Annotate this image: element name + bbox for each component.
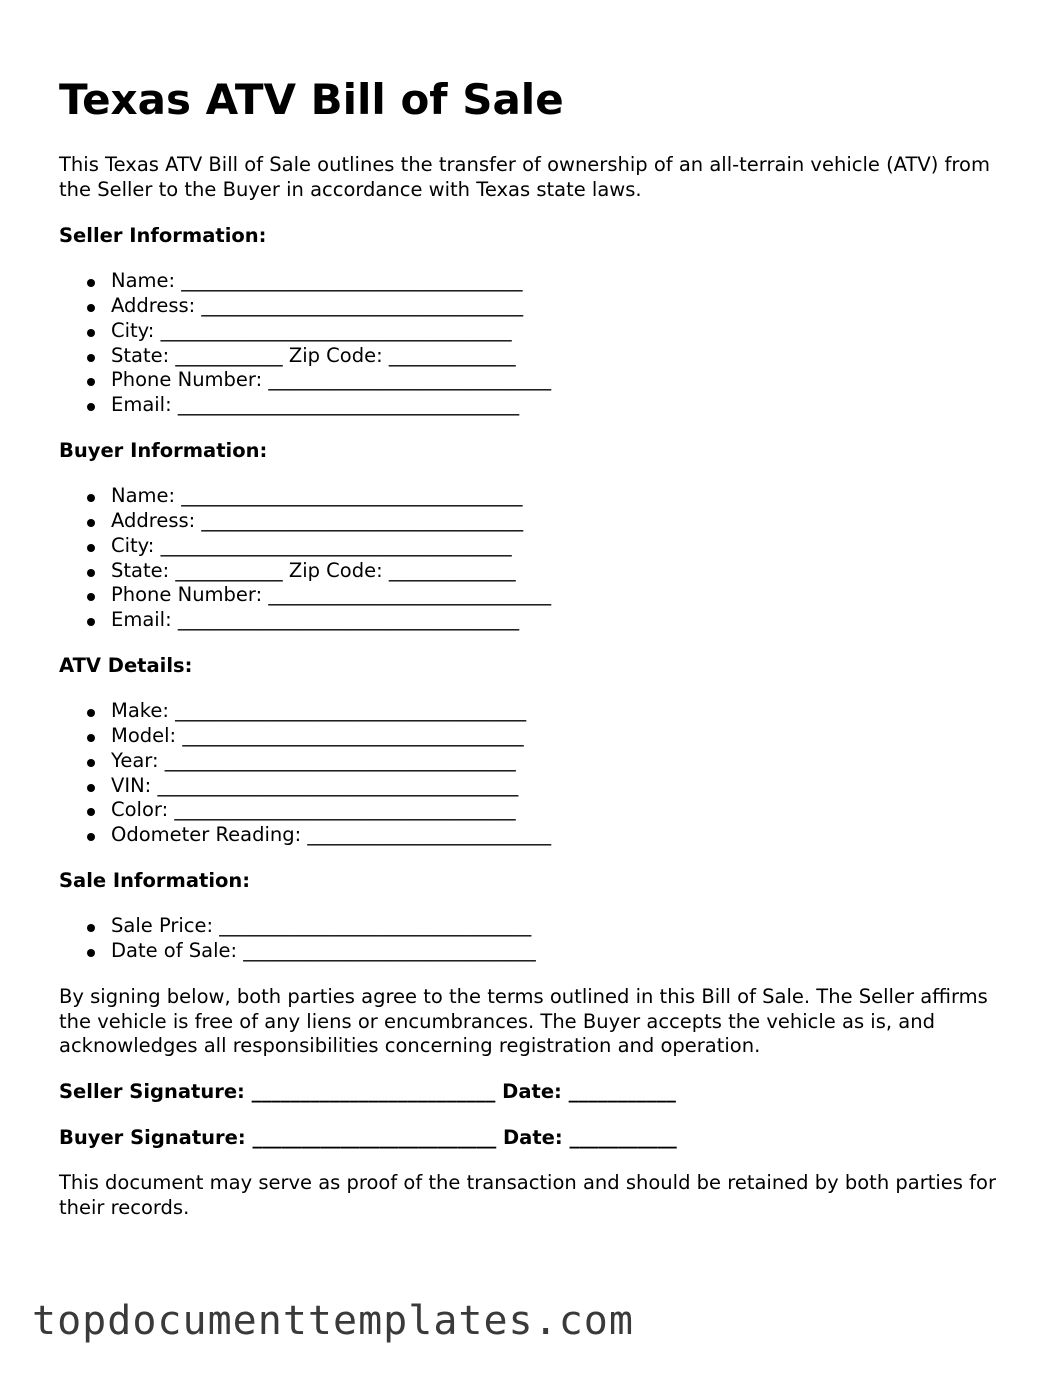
- watermark-text: topdocumenttemplates.com: [32, 1298, 634, 1344]
- buyer-city-field: City: ____________________________________: [59, 534, 551, 559]
- buyer-name-field: Name: ___________________________________: [59, 484, 551, 509]
- seller-heading: Seller Information:: [59, 224, 267, 247]
- sale-fields: [59, 914, 536, 964]
- seller-state-zip-field: State: ___________ Zip Code: _____________: [59, 344, 551, 369]
- buyer-heading: Buyer Information:: [59, 439, 268, 462]
- sale-date-field: Date of Sale: ______________________________: [59, 939, 536, 964]
- atv-odometer-field: Odometer Reading: _________________________: [59, 823, 551, 848]
- buyer-signature-line: Buyer Signature: _________________________ Date: ___________: [59, 1126, 677, 1149]
- atv-model-field: Model: ___________________________________: [59, 724, 551, 749]
- buyer-state-zip-field: State: ___________ Zip Code: _____________: [59, 559, 551, 584]
- buyer-address-field: Address: _________________________________: [59, 509, 551, 534]
- buyer-email-field: Email: ___________________________________: [59, 608, 551, 633]
- atv-make-field: Make: ____________________________________: [59, 699, 551, 724]
- seller-fields: [59, 269, 551, 418]
- sale-heading: Sale Information:: [59, 869, 251, 892]
- atv-heading: ATV Details:: [59, 654, 193, 677]
- sale-price-field: Sale Price: ________________________________: [59, 914, 536, 939]
- atv-color-field: Color: ___________________________________: [59, 798, 551, 823]
- seller-name-field: Name: ___________________________________: [59, 269, 551, 294]
- atv-fields: [59, 699, 551, 848]
- buyer-fields: [59, 484, 551, 633]
- agreement-paragraph: By signing below, both parties agree to the terms outlined in this Bill of Sale. The Seller affirms the vehicle is free of any liens or encumbrances. The Buyer accepts the vehicle as is, and acknowledges all responsibilities concerning registration and operation.: [59, 985, 988, 1057]
- buyer-phone-field: Phone Number: _____________________________: [59, 583, 551, 608]
- document-title: Texas ATV Bill of Sale: [59, 75, 564, 124]
- seller-city-field: City: ____________________________________: [59, 319, 551, 344]
- atv-year-field: Year: ____________________________________: [59, 749, 551, 774]
- seller-phone-field: Phone Number: _____________________________: [59, 368, 551, 393]
- atv-vin-field: VIN: _____________________________________: [59, 774, 551, 799]
- seller-signature-line: Seller Signature: _________________________ Date: ___________: [59, 1080, 676, 1103]
- intro-paragraph: This Texas ATV Bill of Sale outlines the transfer of ownership of an all-terrain vehicle (ATV) from the Seller to the Buyer in accordance with Texas state laws.: [59, 153, 990, 201]
- closing-paragraph: This document may serve as proof of the transaction and should be retained by both parties for their records.: [59, 1171, 996, 1219]
- seller-address-field: Address: _________________________________: [59, 294, 551, 319]
- seller-email-field: Email: ___________________________________: [59, 393, 551, 418]
